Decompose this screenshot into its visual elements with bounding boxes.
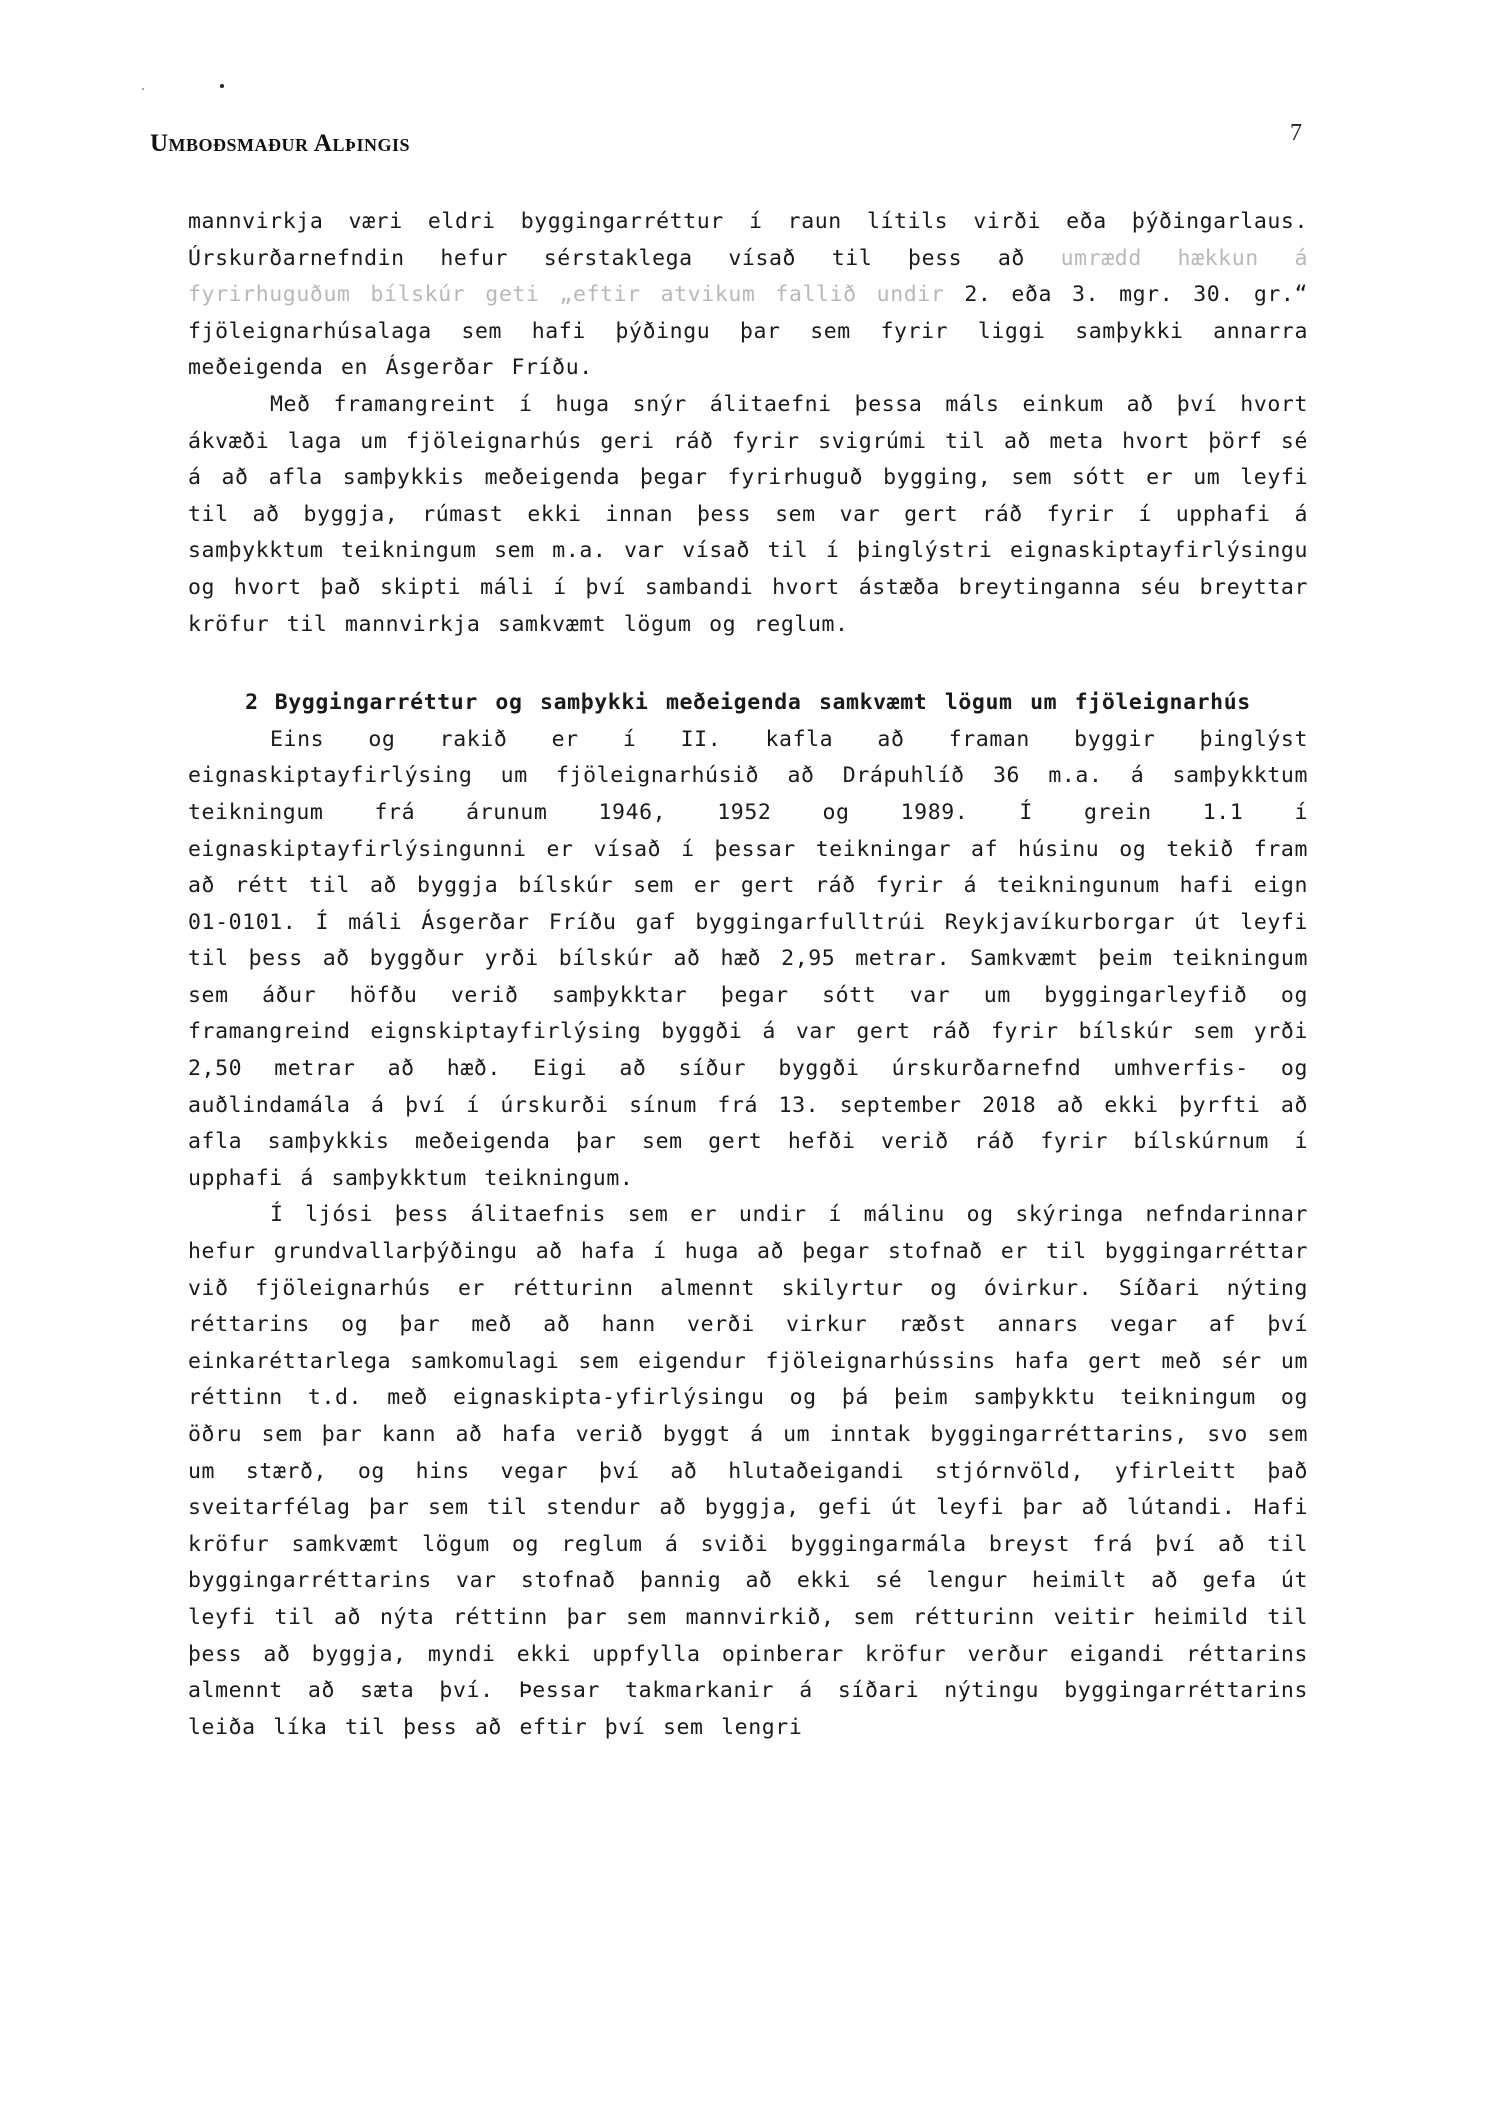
paragraph-1-text: mannvirkja væri eldri byggingarréttur í raun lítils virði eða þýðingarlaus. Úrskurðarnefndin hefur sérstaklega vísað til þess að [188, 209, 1308, 271]
section-number: 2 [245, 690, 259, 716]
paragraph-1-faded-text: umrædd hækkun á fyrirhuguðum bílskúr geti „eftir atvikum fallið undir [188, 245, 1308, 308]
scan-speck [142, 88, 144, 90]
paragraph-1-end-text: 2. eða 3. mgr. 30. gr.“ fjöleignarhúsalaga sem hafi þýðingu þar sem fyrir liggi samþykki annarra meðeigenda en Ásgerðar Fríðu. [188, 282, 1308, 381]
scan-dot [220, 84, 224, 88]
paragraph-3: Eins og rakið er í II. kafla að framan byggir þinglýst eignaskiptayfirlýsing um fjöleignarhúsið að Drápuhlíð 36 m.a. á samþykktum teikningum frá árunum 1946, 1952 og 1989. Í grein 1.1 í eignaskiptayfirlýsingunni er vísað í þessar teikningar af húsinu og tekið fram að rétt til að byggja bílskúr sem er gert ráð fyrir á teikningunum hafi eign 01-0101. Í máli Ásgerðar Fríðu gaf byggingarfulltrúi Reykjavíkurborgar út leyfi til þess að byggður yrði bílskúr að hæð 2,95 metrar. Samkvæmt þeim teikningum sem áður höfðu verið samþykktar þegar sótt var um byggingarleyfið og framangreind eignskiptayfirlýsing byggði á var gert ráð fyrir bílskúr sem yrði 2,50 metrar að hæð. Eigi að síður byggði úrskurðarnefnd umhverfis- og auðlindamála á því í úrskurði sínum frá 13. september 2018 að ekki þyrfti að afla samþykkis meðeigenda þar sem gert hefði verið ráð fyrir bílskúrnum í upphafi á samþykktum teikningum. [188, 726, 1308, 1191]
header-title: Umboðsmaður Alþingis [150, 130, 410, 157]
page-number: 7 [1290, 120, 1302, 146]
body-text [188, 204, 1308, 1746]
paragraph-1 [188, 204, 1308, 387]
paragraph-2: Með framangreint í huga snýr álitaefni þessa máls einkum að því hvort ákvæði laga um fjöleignarhús geri ráð fyrir svigrúmi til að meta hvort þörf sé á að afla samþykkis meðeigenda þegar fyrirhuguð bygging, sem sótt er um leyfi til að byggja, rúmast ekki innan þess sem var gert ráð fyrir í upphafi á samþykktum teikningum sem m.a. var vísað til í þinglýstri eignaskiptayfirlýsingu og hvort það skipti máli í því sambandi hvort ástæða breytinganna séu breyttar kröfur til mannvirkja samkvæmt lögum og reglum. [188, 391, 1308, 637]
section-title: Byggingarréttur og samþykki meðeigenda samkvæmt lögum um fjöleignarhús [274, 690, 1251, 716]
paragraph-4: Í ljósi þess álitaefnis sem er undir í málinu og skýringa nefndarinnar hefur grundvallarþýðingu að hafa í huga að þegar stofnað er til byggingarréttar við fjöleignarhús er rétturinn almennt skilyrtur og óvirkur. Síðari nýting réttarins og þar með að hann verði virkur ræðst annars vegar af því einkaréttarlega samkomulagi sem eigendur fjöleignarhússins hafa gert með sér um réttinn t.d. með eignaskipta-yfirlýsingu og þá þeim samþykktu teikningum og öðru sem þar kann að hafa verið byggt á um inntak byggingarréttarins, svo sem um stærð, og hins vegar því að hlutaðeigandi stjórnvöld, yfirleitt það sveitarfélag þar sem til stendur að byggja, gefi út leyfi þar að lútandi. Hafi kröfur samkvæmt lögum og reglum á sviði byggingarmála breyst frá því að til byggingarréttarins var stofnað þannig að ekki sé lengur heimilt að gefa út leyfi til að nýta réttinn þar sem mannvirkið, sem rétturinn veitir heimild til þess að byggja, myndi ekki uppfylla opinberar kröfur verður eigandi réttarins almennt að sæta því. Þessar takmarkanir á síðari nýtingu byggingarréttarins leiða líka til þess að eftir því sem lengri [188, 1202, 1308, 1740]
section-heading [188, 685, 1308, 722]
